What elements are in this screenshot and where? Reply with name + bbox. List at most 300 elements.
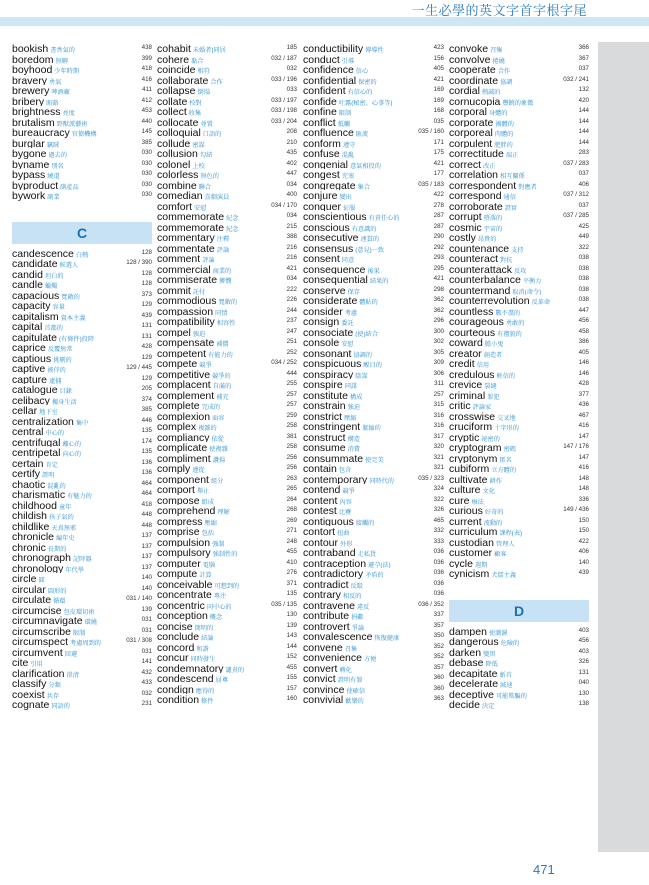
entry-page-ref: 440 [141,117,152,125]
index-entry [303,652,444,663]
entry-translation: 征服 [342,204,356,211]
entry-page-ref: 038 [578,254,589,261]
entry-translation: 可能欺騙的 [495,692,527,699]
entry-page-ref: 324 [433,485,444,492]
index-entry [12,437,152,448]
entry-page-ref: 137 [141,553,152,560]
entry-word: contemporary [303,473,368,484]
entry-translation: 違反 [356,603,370,610]
entry-translation: 書香氣的 [50,47,75,54]
entry-word: correlation [449,169,499,180]
index-entry [449,547,589,558]
entry-page-ref: 333 [433,537,444,545]
entry-page-ref: 446 [141,416,152,424]
entry-word: contradict [303,578,349,589]
entry-page-ref: 317 [433,432,444,440]
entry-translation: 召集 [344,645,358,652]
entry-translation: 強制性的 [212,551,238,558]
entry-word: collaborate [157,74,209,85]
entry-word: central [12,426,44,437]
entry-translation: 身體的 [488,110,508,117]
index-entry [303,327,444,338]
index-entry [449,699,589,710]
index-entry [12,678,152,689]
entry-word: corporeal [449,127,493,138]
entry-translation: 輕信的 [496,372,516,379]
entry-page-ref: 416 [578,464,589,471]
entry-page-ref: 152 [286,653,297,660]
entry-word: curriculum [449,526,498,537]
entry-page-ref: 034 / 252 [271,359,297,366]
entry-translation: 評論 [216,246,230,253]
entry-translation: 決定 [481,703,495,710]
index-entry [303,558,444,569]
entry-translation: 口語的 [202,131,222,138]
entry-page-ref: 433 [141,679,152,686]
entry-page-ref: 264 [286,495,297,503]
index-entry [157,316,297,327]
entry-word: countless [449,305,494,316]
entry-page-ref: 418 [141,65,152,72]
entry-page-ref: 037 / 312 [563,191,589,198]
entry-page-ref: 144 [578,138,589,146]
entry-word: consensus [303,242,354,253]
entry-translation: 童年 [58,503,72,510]
entry-translation: 共存 [46,692,60,699]
index-entry [12,489,152,500]
entry-translation: 向心的 [62,451,82,458]
entry-word: customer [449,547,493,558]
index-entry [12,311,152,322]
entry-page-ref: 038 [578,285,589,293]
index-entry [157,159,297,170]
entry-word: custodian [449,536,494,547]
entry-translation: 捲繞 [492,57,505,64]
entry-word: contiguous [303,515,354,526]
entry-page-ref: 403 [578,626,589,634]
index-entry [449,85,589,96]
entry-word: congregate [303,179,356,190]
index-entry [12,521,152,532]
entry-translation: 校對 [189,99,202,106]
entry-translation: 同語的 [51,703,70,710]
entry-word: complexion [157,410,211,421]
entry-translation: 匯流 [355,131,369,138]
index-entry [303,148,444,159]
index-entry [303,684,444,695]
entry-word: confine [303,106,337,117]
index-entry [449,285,589,296]
entry-word: chaotic [12,478,46,489]
entry-translation: 有禮貌的 [497,330,522,337]
entry-page-ref: 032 [141,689,152,697]
entry-translation: 體貼的 [359,299,378,306]
entry-translation: 療法 [471,498,484,505]
entry-page-ref: 435 [286,149,297,156]
index-entry [157,295,297,306]
index-entry [303,127,444,138]
entry-word: correspondent [449,179,517,190]
index-entry [12,689,152,700]
entry-page-ref: 140 [141,584,152,592]
entry-translation: 文化 [482,488,495,495]
entry-page-ref: 416 [141,75,152,83]
entry-page-ref: 296 [433,317,444,324]
index-entry [157,411,297,422]
entry-page-ref: 147 / 176 [563,443,589,450]
entry-page-ref: 128 [141,280,152,287]
index-entry [449,180,589,191]
entry-word: commentary [157,232,215,243]
index-entry [303,211,444,222]
index-entry [303,64,444,75]
entry-page-ref: 129 / 445 [126,364,152,371]
index-entry [157,484,297,495]
index-entry [157,337,297,348]
entry-page-ref: 422 [578,537,589,545]
entry-translation: 使完美 [365,456,384,463]
entry-word: contraception [303,557,367,568]
entry-page-ref: 276 [286,569,297,576]
entry-word: centrifugal [12,436,61,447]
entry-translation: 循環 [53,598,66,605]
entry-page-ref: 298 [433,285,444,293]
entry-word: convolve [449,53,491,64]
entry-page-ref: 287 [433,212,444,219]
entry-page-ref: 269 [286,516,297,524]
entry-page-ref: 400 [286,191,297,198]
index-entry [157,516,297,527]
entry-word: coexist [12,688,45,699]
entry-page-ref: 149 / 436 [563,506,589,513]
entry-translation: 抵觸 [337,120,351,127]
index-entry [12,342,152,353]
index-entry [12,573,152,584]
entry-word: consummate [303,452,364,463]
entry-word: charismatic [12,489,66,500]
entry-translation: 捐獻 [351,614,364,621]
entry-word: consign [303,316,340,327]
entry-word: chronic [12,541,46,552]
entry-page-ref: 316 [433,411,444,419]
entry-word: collect [157,106,187,117]
entry-translation: 平衡力 [522,278,542,285]
index-entry [12,384,152,395]
entry-translation: 少年時期 [54,68,80,75]
entry-page-ref: 464 [141,479,152,487]
entry-page-ref: 467 [578,411,589,419]
entry-translation: 反革命 [531,299,551,306]
index-entry [449,474,589,485]
entry-page-ref: 140 [141,574,152,581]
entry-page-ref: 035 / 323 [418,474,444,482]
index-entry [157,253,297,264]
entry-translation: 資本主義 [60,314,86,321]
entry-page-ref: 036 [433,590,444,597]
entry-translation: 電腦 [202,561,216,568]
entry-translation: 和諧 [196,645,209,652]
entry-page-ref: 455 [286,663,297,671]
entry-translation: 寬敞的 [218,299,238,306]
index-entry [157,127,297,138]
entry-translation: 賄賂 [46,99,59,106]
entry-word: compute [157,568,198,579]
index-entry [303,85,444,96]
entry-word: concord [157,641,195,652]
entry-word: bribery [12,95,45,106]
index-entry [303,274,444,285]
index-entry [449,106,589,117]
entry-translation: 評論家 [472,404,492,411]
entry-translation: 週期 [474,561,488,568]
entry-page-ref: 215 [286,222,297,230]
index-entry [157,631,297,642]
index-entry [12,279,152,290]
index-entry [303,484,444,495]
entry-page-ref: 037 / 283 [563,159,589,167]
entry-translation: 副業 [47,194,60,201]
entry-translation: 啤酒廠 [51,89,70,96]
entry-page-ref: 322 [578,243,589,251]
entry-translation: 完成的 [201,404,221,411]
entry-translation: 條件 [201,698,214,705]
entry-word: critic [449,400,471,411]
entry-page-ref: 337 [433,611,444,618]
entry-translation: 引用 [30,661,43,668]
entry-word: consent [303,253,340,264]
entry-page-ref: 385 [141,406,152,413]
index-entry [12,117,152,128]
entry-translation: 爭論 [351,624,365,631]
entry-word: confuse [303,148,340,159]
index-entry [157,526,297,537]
entry-page-ref: 422 [433,191,444,198]
entry-page-ref: 035 [433,117,444,125]
entry-page-ref: 360 [433,684,444,692]
entry-word: consequential [303,274,368,285]
entry-page-ref: 216 [286,243,297,251]
entry-word: condemnatory [157,662,224,673]
index-entry [12,148,152,159]
entry-page-ref: 257 [286,390,297,398]
entry-translation: 管理人 [495,540,515,547]
entry-page-ref: 321 [433,464,444,471]
page-header [0,0,649,30]
entry-page-ref: 169 [433,86,444,93]
index-entry [303,505,444,516]
entry-word: brutalism [12,116,55,127]
entry-translation: 考慮 [344,309,358,316]
entry-page-ref: 428 [141,343,152,350]
entry-translation: 獨身生活 [51,398,77,405]
entry-translation: 團體的 [495,120,514,127]
index-entry [157,232,297,243]
entry-translation: 祕密的 [481,435,500,442]
entry-translation: 依從 [211,435,224,442]
entry-word: chronology [12,562,64,573]
index-entry [12,647,152,658]
index-entry [303,421,444,432]
entry-page-ref: 456 [578,637,589,644]
entry-word: competitive [157,368,211,379]
entry-page-ref: 352 [433,642,444,650]
entry-word: compose [157,494,200,505]
entry-word: conspiracy [303,368,354,379]
entry-word: compliment [157,452,211,463]
section-spacer [449,579,589,597]
index-entry [449,421,589,432]
entry-page-ref: 131 [578,668,589,676]
entry-translation: 遵從 [192,467,205,474]
index-entry [12,615,152,626]
entry-page-ref: 030 [141,159,152,167]
entry-translation: (使)結合 [355,330,378,337]
entry-word: convalescence [303,631,373,642]
entry-word: circumnavigate [12,615,83,626]
index-entry [12,636,152,647]
entry-word: contest [303,505,337,516]
entry-page-ref: 257 [433,390,444,398]
entry-page-ref: 144 [286,642,297,650]
entry-page-ref: 381 [286,432,297,440]
index-entry [12,138,152,149]
entry-translation: 同時發生 [190,656,216,663]
entry-word: compassion [157,305,214,316]
index-entry [449,327,589,338]
index-entry [449,369,589,380]
index-entry [157,568,297,579]
index-entry [12,180,152,191]
entry-page-ref: 030 [141,180,152,188]
entry-translation: 自滿的 [212,383,232,390]
index-entry [449,626,589,637]
entry-page-ref: 432 [141,668,152,676]
index-entry [303,348,444,359]
index-entry [12,75,152,86]
index-entry [157,96,297,107]
entry-page-ref: 031 [141,647,152,655]
entry-word: contraband [303,547,356,558]
index-entry [449,537,589,548]
entry-page-ref: 321 [433,453,444,461]
index-entry [449,348,589,359]
entry-word: commiserate [157,274,218,285]
entry-page-ref: 032 [286,65,297,72]
index-entry [303,453,444,464]
entry-word: creator [449,347,482,358]
entry-page-ref: 373 [141,290,152,298]
entry-page-ref: 258 [286,422,297,429]
index-entry [303,232,444,243]
entry-word: circulate [12,594,52,605]
index-entry [303,411,444,422]
entry-word: comprehend [157,505,216,516]
entry-translation: 走私貨 [357,551,377,558]
index-entry [157,495,297,506]
index-entry [303,432,444,443]
index-entry [12,54,152,65]
entry-translation: (有條件)投降 [58,335,95,342]
index-entry [303,316,444,327]
entry-word: commodious [157,295,217,306]
entry-translation: 消費 [347,446,360,453]
entry-word: corpulent [449,137,493,148]
entry-word: candle [12,279,43,290]
index-entry [303,642,444,653]
entry-page-ref: 144 [578,117,589,125]
entry-page-ref: 410 [286,558,297,566]
index-entry [449,43,589,54]
entry-word: confide [303,95,337,106]
entry-page-ref: 145 [141,128,152,135]
entry-word: comfort [157,200,193,211]
index-entry [157,85,297,96]
entry-translation: 天真無邪 [51,524,77,531]
entry-translation: 安慰 [194,204,207,211]
index-entry [303,621,444,632]
entry-page-ref: 316 [433,422,444,429]
entry-translation: 好奇的 [484,509,504,516]
entry-word: contour [303,536,339,547]
index-entry [12,290,152,301]
entry-word: counteract [449,253,499,264]
entry-word: conceivable [157,578,213,589]
entry-page-ref: 030 [141,149,152,156]
entry-translation: 可想到的 [214,582,240,589]
index-entry [303,610,444,621]
entry-translation: 墮落的 [483,215,503,222]
index-entry [12,594,152,605]
index-entry [303,537,444,548]
index-entry [449,678,589,689]
index-entry [157,663,297,674]
entry-word: contain [303,463,337,474]
index-entry [449,453,589,464]
entry-page-ref: 185 [286,44,297,51]
index-entry [449,264,589,275]
index-entry [303,180,444,191]
entry-word: cordial [449,85,480,96]
entry-word: brightness [12,106,61,117]
entry-translation: 危險的 [500,640,520,647]
entry-word: complex [157,421,197,432]
index-entry [449,96,589,107]
entry-page-ref: 036 [433,558,444,566]
index-entry [449,647,589,658]
entry-translation: 改正 [483,162,496,169]
entry-word: compensate [157,337,215,348]
entry-page-ref: 326 [578,658,589,665]
entry-word: contribute [303,610,350,621]
entry-translation: 黏合 [191,57,204,64]
entry-word: capture [12,373,48,384]
index-entry [157,138,297,149]
entry-translation: 方便 [363,656,377,663]
entry-word: conjure [303,190,338,201]
entry-page-ref: 136 [141,469,152,476]
index-entry [12,468,152,479]
index-entry [12,127,152,138]
entry-word: conductibility [303,43,364,54]
entry-page-ref: 464 [141,490,152,497]
entry-page-ref: 300 [433,327,444,335]
entry-page-ref: 248 [286,537,297,545]
index-entry [157,421,297,432]
entry-translation: 收集 [188,110,202,117]
entry-word: constitute [303,389,348,400]
entry-translation: 回避 [64,650,78,657]
entry-word: deceptive [449,688,494,699]
